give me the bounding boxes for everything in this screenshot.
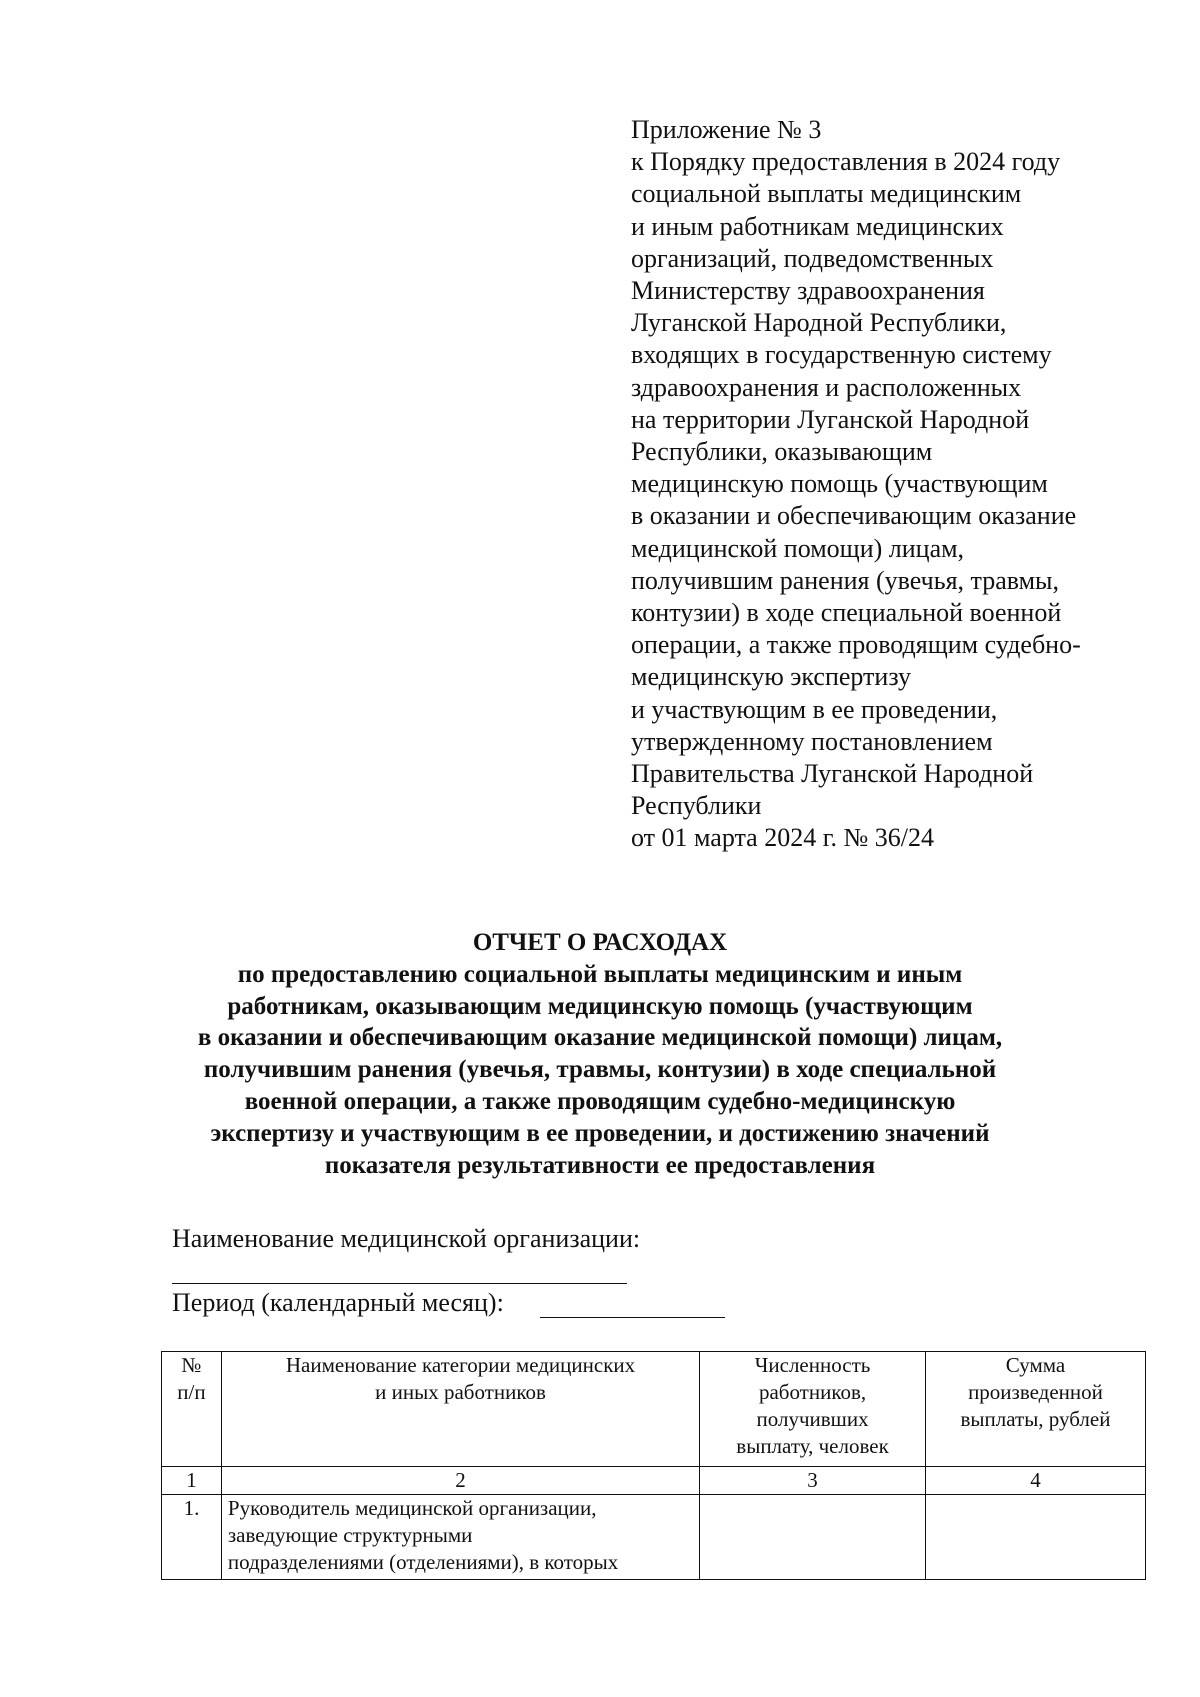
appendix-line: Республики	[631, 791, 762, 821]
appendix-line: Луганской Народной Республики,	[631, 308, 1007, 338]
appendix-line: организаций, подведомственных	[631, 243, 994, 273]
row-index: 1.	[162, 1495, 222, 1580]
appendix-line: операции, а также проводящим судебно-	[631, 630, 1081, 660]
report-title	[150, 927, 1050, 1181]
appendix-line: Правительства Луганской Народной	[631, 759, 1034, 789]
appendix-line: в оказании и обеспечивающим оказание	[631, 501, 1077, 531]
row-count-cell[interactable]	[700, 1495, 926, 1580]
title-line: работникам, оказывающим медицинскую помощь (участвующим	[227, 992, 973, 1020]
appendix-line: и иным работникам медицинских	[631, 211, 1004, 241]
title-line: по предоставлению социальной выплаты медицинским и иным	[237, 960, 963, 988]
appendix-line: медицинскую экспертизу	[631, 662, 912, 692]
appendix-line: от 01 марта 2024 г. № 36/24	[631, 823, 934, 853]
appendix-line: социальной выплаты медицинским	[631, 179, 1022, 209]
appendix-line: утвержденному постановлением	[631, 726, 993, 756]
appendix-line: входящих в государственную систему	[631, 340, 1052, 370]
row-category-name: Руководитель медицинской организации, заведующие структурными подразделениями (отделениями), в которых	[221, 1495, 699, 1580]
appendix-line: Приложение № 3	[631, 115, 822, 144]
org-name-field[interactable]	[172, 1283, 627, 1284]
period-label: Период (календарный месяц):	[172, 1288, 504, 1317]
appendix-line: контузии) в ходе специальной военной	[631, 598, 1062, 628]
title-line: ОТЧЕТ О РАСХОДАХ	[472, 929, 728, 956]
appendix-header	[631, 114, 1151, 855]
appendix-line: получившим ранения (увечья, травмы,	[631, 565, 1060, 595]
appendix-line: на территории Луганской Народной	[631, 404, 1030, 434]
column-number-cell: 1	[162, 1467, 222, 1495]
column-number-cell: 4	[925, 1467, 1145, 1495]
title-line: экспертизу и участвующим в ее проведении, и достижению значений	[210, 1119, 990, 1147]
row-sum-cell[interactable]	[925, 1495, 1145, 1580]
title-line: показателя результативности ее предоставления	[324, 1151, 876, 1179]
table-header-row	[162, 1352, 1146, 1467]
appendix-line: медицинской помощи) лицам,	[631, 533, 965, 563]
appendix-line: к Порядку предоставления в 2024 году	[631, 147, 1061, 177]
title-line: военной операции, а также проводящим судебно-медицинскую	[244, 1087, 956, 1115]
appendix-line: Республики, оказывающим	[631, 437, 933, 467]
title-line: в оказании и обеспечивающим оказание медицинской помощи) лицам,	[197, 1024, 1003, 1052]
title-line: получившим ранения (увечья, травмы, контузии) в ходе специальной	[203, 1056, 997, 1084]
report-table	[161, 1351, 1146, 1580]
org-name-label: Наименование медицинской организации:	[172, 1224, 641, 1253]
appendix-line: и участвующим в ее проведении,	[631, 694, 998, 724]
header-cell-sum: Сумма произведенной выплаты, рублей	[925, 1352, 1145, 1467]
appendix-line: Министерству здравоохранения	[631, 276, 985, 306]
appendix-line: медицинскую помощь (участвующим	[631, 469, 1048, 499]
column-number-cell: 3	[700, 1467, 926, 1495]
period-field[interactable]	[540, 1317, 725, 1318]
header-cell-number: № п/п	[162, 1352, 222, 1467]
header-cell-category: Наименование категории медицинских и иных работников	[221, 1352, 699, 1467]
table-row	[162, 1495, 1146, 1580]
header-cell-count: Численность работников, получивших выплату, человек	[700, 1352, 926, 1467]
column-number-cell: 2	[221, 1467, 699, 1495]
column-number-row	[162, 1467, 1146, 1495]
appendix-line: здравоохранения и расположенных	[631, 372, 1022, 402]
